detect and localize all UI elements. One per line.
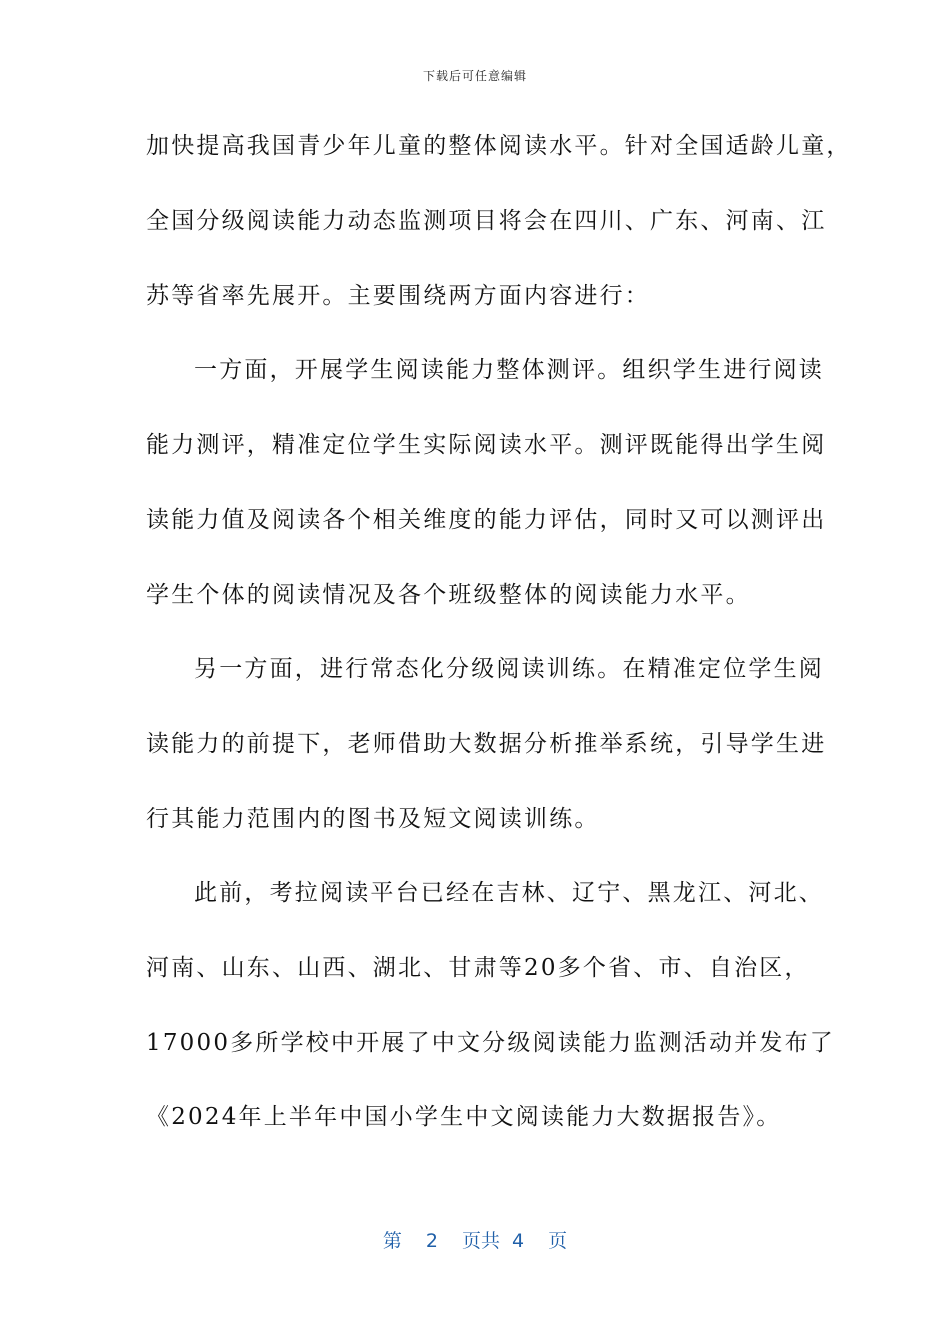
text-line: 读能力的前提下，老师借助大数据分析推举系统，引导学生进 [146,731,827,757]
text-line: 《2024年上半年中国小学生中文阅读能力大数据报告》。 [146,1104,782,1130]
page-number-footer [0,1226,950,1253]
text-line: 加快提高我国青少年儿童的整体阅读水平。针对全国适龄儿童， [146,133,852,159]
current-page-number: 2 [425,1230,438,1252]
text-line: 河南、山东、山西、湖北、甘肃等20多个省、市、自治区， [146,955,810,981]
paragraph-first-line: 一方面，开展学生阅读能力整体测评。组织学生进行阅读 [194,357,824,383]
footer-suffix: 页 [548,1230,568,1252]
text-line: 全国分级阅读能力动态监测项目将会在四川、广东、河南、江 [146,208,827,234]
text-line: 行其能力范围内的图书及短文阅读训练。 [146,806,600,832]
page-header-note: 下载后可任意编辑 [422,69,527,83]
paragraph-first-line: 另一方面，进行常态化分级阅读训练。在精准定位学生阅 [194,656,824,682]
text-line: 学生个体的阅读情况及各个班级整体的阅读能力水平。 [146,582,751,608]
text-line: 17000多所学校中开展了中文分级阅读能力监测活动并发布了 [146,1030,835,1056]
text-line: 苏等省率先展开。主要围绕两方面内容进行： [146,283,650,309]
paragraph-first-line: 此前，考拉阅读平台已经在吉林、辽宁、黑龙江、河北、 [194,880,824,906]
footer-prefix: 第 [382,1230,402,1252]
total-pages-number: 4 [512,1230,525,1252]
footer-middle: 页共 [461,1230,500,1252]
text-line: 读能力值及阅读各个相关维度的能力评估，同时又可以测评出 [146,507,827,533]
text-line: 能力测评，精准定位学生实际阅读水平。测评既能得出学生阅 [146,432,827,458]
